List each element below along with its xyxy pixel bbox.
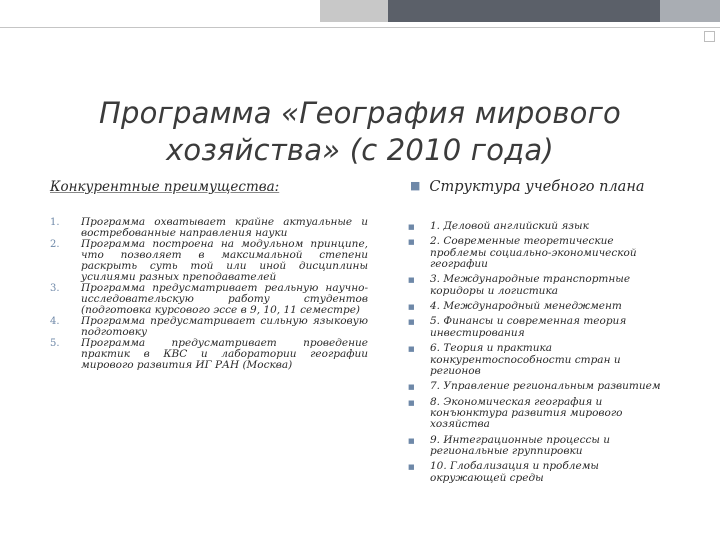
item-text: 3. Международные транспортные коридоры и логистика (430, 273, 631, 297)
item-number: 2. (50, 239, 60, 250)
square-bullet-icon: ■ (408, 223, 415, 231)
list-item (408, 381, 670, 392)
item-text: Программа охватывает крайне актуальные и востребованные направления науки (81, 216, 368, 239)
list-item (408, 461, 670, 484)
item-text: Программа предусматривает проведение практик в КВС и лаборатории географии мирового развития ИГ РАН (Москва) (81, 337, 368, 371)
header-rule (0, 27, 720, 28)
square-bullet-icon: ■ (408, 303, 415, 312)
item-number: 4. (50, 316, 60, 327)
square-bullet-icon: ■ (408, 318, 415, 327)
square-bullet-icon: ■ (408, 436, 415, 445)
top-bar-segment (660, 0, 720, 22)
square-bullet-icon: ■ (408, 463, 415, 472)
item-number: 3. (50, 283, 60, 294)
title-line: хозяйства» (с 2010 года) (166, 133, 554, 167)
square-bullet-icon: ■ (408, 276, 415, 285)
item-text: Программа построена на модульном принципе, что позволяет в максимальной степени раскрыть суть той или иной дисциплины усилиями разных преподавателей (81, 238, 368, 283)
item-text: 9. Интеграционные процессы и региональные группировки (430, 433, 610, 458)
square-bullet-icon: ■ (408, 238, 415, 247)
title-line: Программа «География мирового (99, 96, 621, 130)
item-number: 1. (50, 217, 60, 228)
item-number: 5. (50, 338, 60, 349)
list-item (408, 274, 670, 297)
item-text: 1. Деловой английский язык (430, 220, 589, 232)
item-text: 10. Глобализация и проблемы окружающей среды (430, 460, 599, 484)
list-item (408, 316, 670, 339)
square-bullet-icon: ■ (408, 345, 415, 354)
list-item (408, 301, 670, 312)
list-item (50, 316, 368, 338)
top-bar-segment (0, 0, 320, 22)
top-bar-segment (320, 0, 388, 22)
square-bullet-icon: ■ (410, 179, 421, 192)
square-bullet-icon: ■ (408, 383, 415, 392)
item-text: 2. Современные теоретические проблемы социально-экономической географии (430, 235, 637, 271)
slide-title (40, 95, 680, 169)
corner-square-icon (704, 31, 715, 42)
list-item (50, 239, 368, 283)
item-text: 5. Финансы и современная теория инвестирования (430, 315, 627, 339)
item-text: 7. Управление региональным развитием (430, 380, 661, 393)
item-text: Программа предусматривает реальную научно-исследовательскую работу студентов (подготовка курсового эссе в 9, 10, 11 семестре) (81, 282, 368, 316)
list-item (408, 435, 670, 458)
list-item (50, 338, 368, 371)
advantages-heading: Конкурентные преимущества: (50, 179, 280, 195)
list-item (408, 221, 670, 232)
curriculum-heading-label: Структура учебного плана (429, 179, 645, 195)
list-item (50, 283, 368, 316)
list-item (408, 397, 670, 431)
curriculum-list (408, 221, 670, 488)
item-text: Программа предусматривает сильную языковую подготовку (81, 315, 368, 338)
list-item (50, 217, 368, 239)
top-decor-bar (0, 0, 720, 22)
list-item (408, 236, 670, 270)
item-text: 8. Экономическая география и конъюнктура развития мирового хозяйства (430, 395, 623, 431)
top-bar-segment (388, 0, 660, 22)
curriculum-heading (410, 179, 645, 195)
item-text: 6. Теория и практика конкурентоспособности стран и регионов (430, 342, 621, 377)
advantages-list (50, 217, 368, 371)
item-text: 4. Международный менеджмент (430, 300, 622, 313)
list-item (408, 343, 670, 377)
square-bullet-icon: ■ (408, 398, 415, 407)
